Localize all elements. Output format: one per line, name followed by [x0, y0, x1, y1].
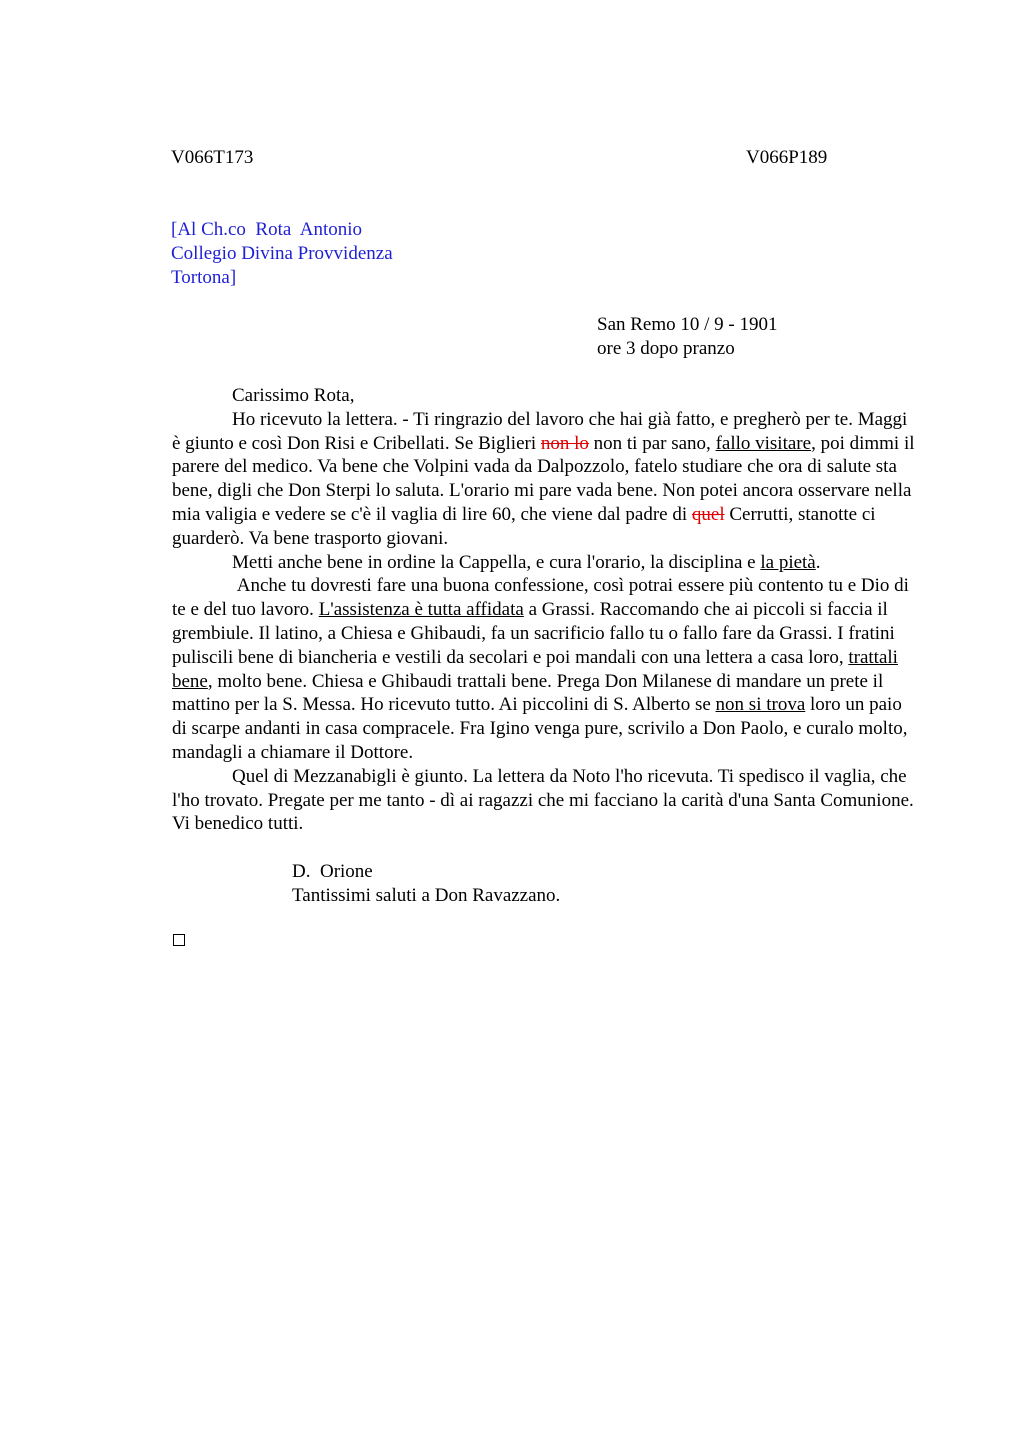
time-of-day: ore 3 dopo pranzo — [597, 338, 735, 359]
deleted-text: non lo — [540, 432, 589, 454]
text-run: Cerrutti, stanotte ci guarderò. Va bene trasporto giovani. — [172, 503, 876, 549]
salutation: Carissimo Rota, — [232, 385, 355, 406]
address-line-1: [Al Ch.co Rota Antonio — [171, 219, 363, 240]
paragraph-2 — [172, 551, 918, 575]
signature-block — [292, 860, 560, 908]
underlined-text: trattali bene — [172, 646, 898, 692]
underlined-text: non si trova — [715, 694, 806, 716]
underlined-text: L'assistenza è tutta affidata — [318, 599, 524, 621]
text-run: Metti anche bene in ordine la Cappella, e cura l'orario, la disciplina e — [232, 551, 761, 573]
end-marker-square — [173, 934, 185, 946]
letter-body — [172, 384, 918, 836]
text-run: Ho ricevuto la lettera. - Ti ringrazio del lavoro che hai già fatto, e pregherò per te. Maggi è giunto e così Don Risi e Cribellati. Se Biglieri — [172, 408, 908, 454]
text-run: . — [815, 551, 821, 573]
address-line-3: Tortona] — [171, 267, 237, 288]
underlined-text: la pietà — [760, 551, 816, 573]
text-run: a Grassi. Raccomando che ai piccoli si faccia il grembiule. Il latino, a Chiesa e Ghibaudi, fa un sacrificio fallo tu o fallo fare da Grassi. I fratini puliscili bene di biancheria e vestili da secolari e poi mandali con una lettera a casa loro, — [172, 599, 895, 668]
dateline — [597, 313, 778, 361]
underlined-text: fallo visitare — [715, 432, 812, 454]
text-run: non ti par sano, — [588, 432, 716, 454]
recipient-address — [171, 218, 393, 290]
paragraph-1 — [172, 408, 918, 551]
text-run: , poi dimmi il parere del medico. Va bene che Volpini vada da Dalpozzolo, fatelo studiare che ora di salute sta bene, digli che Don Sterpi lo saluta. L'orario mi pare vada bene. Non potei ancora osservare nella mia valigia e vedere se c'è il vaglia di lire 60, che viene dal padre di — [172, 432, 915, 525]
paragraph-3 — [172, 574, 918, 764]
postscript: Tantissimi saluti a Don Ravazzano. — [292, 885, 561, 906]
document-code-left: V066T173 — [171, 147, 254, 168]
address-line-2: Collegio Divina Provvidenza — [171, 243, 393, 264]
text-run: Quel di Mezzanabigli è giunto. La lettera da Noto l'ho ricevuta. Ti spedisco il vaglia, che l'ho trovato. Pregate per me tanto - dì ai ragazzi che mi facciano la carità d'una Santa Comunione. Vi benedico tutti. — [172, 765, 914, 835]
paragraph-4 — [172, 765, 918, 836]
place-date: San Remo 10 / 9 - 1901 — [597, 314, 778, 335]
text-run: Anche tu dovresti fare una buona confessione, così potrai essere più contento tu e Dio di te e del tuo lavoro. — [172, 575, 914, 621]
text-run: loro un paio di scarpe andanti in casa compracele. Fra Igino venga pure, scrivilo a Don Paolo, e curalo molto, mandagli a chiamare il Dottore. — [172, 694, 908, 763]
text-run: , molto bene. Chiesa e Ghibaudi trattali bene. Prega Don Milanese di mandare un prete il mattino per la S. Messa. Ho ricevuto tutto. Ai piccolini di S. Alberto se — [172, 670, 884, 716]
signature-name: D. Orione — [292, 861, 373, 882]
deleted-text: quel — [691, 503, 725, 525]
page-code-right: V066P189 — [746, 147, 828, 168]
